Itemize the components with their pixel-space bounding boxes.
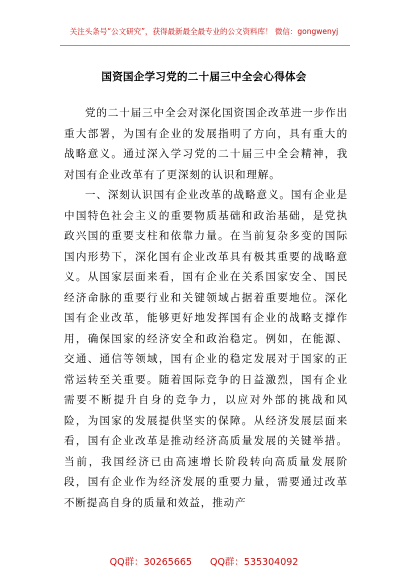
document-title: 国资国企学习党的二十届三中全会心得体会 — [101, 71, 307, 83]
paragraph-section-one: 一、深刻认识国有企业改革的战略意义。国有企业是中国特色社会主义的重要物质基础和政治基础，是党执政兴国的重要支柱和依靠力量。在当前复杂多变的国际国内形势下，深化国有企业改革具有极其重要的战略意义。从国家层面来看，国有企业在关系国家安全、国民经济命脉的重要行业和关键领域占据着重要地位。深化国有企业改革，能够更好地发挥国有企业的战略支撑作用，确保国家的经济安全和政治稳定。例如，在能源、交通、通信等领域，国有企业的稳定发展对于国家的正常运转至关重要。随着国际竞争的日益激烈，国有企业需要不断提升自身的竞争力，以应对外部的挑战和风险，为国家的发展提供坚实的保障。从经济发展层面来看，国有企业改革是推动经济高质量发展的关键举措。当前，我国经济已由高速增长阶段转向高质量发展阶段，国有企业作为经济发展的重要力量，需要通过改革不断提高自身的质量和效益，推动产 — [64, 189, 348, 509]
header-divider — [60, 45, 350, 46]
footer-qq-group-2: QQ群：535304092 — [209, 557, 299, 568]
footer-qq-group-1: QQ群：30265665 — [109, 557, 192, 568]
paragraph-intro: 党的二十届三中全会对深化国资国企改革进一步作出重大部署，为国有企业的发展指明了方向，具有重大的战略意义。通过深入学习党的二十届三中全会精神，我对国有企业改革有了更深刻的认识和理解。 — [64, 107, 348, 181]
header-banner: 关注头条号“公文研究”，获得最新最全最专业的公文资料库！ 微信：gongwenyj — [69, 27, 339, 36]
document-body — [64, 103, 348, 513]
footer-contact — [0, 554, 408, 568]
